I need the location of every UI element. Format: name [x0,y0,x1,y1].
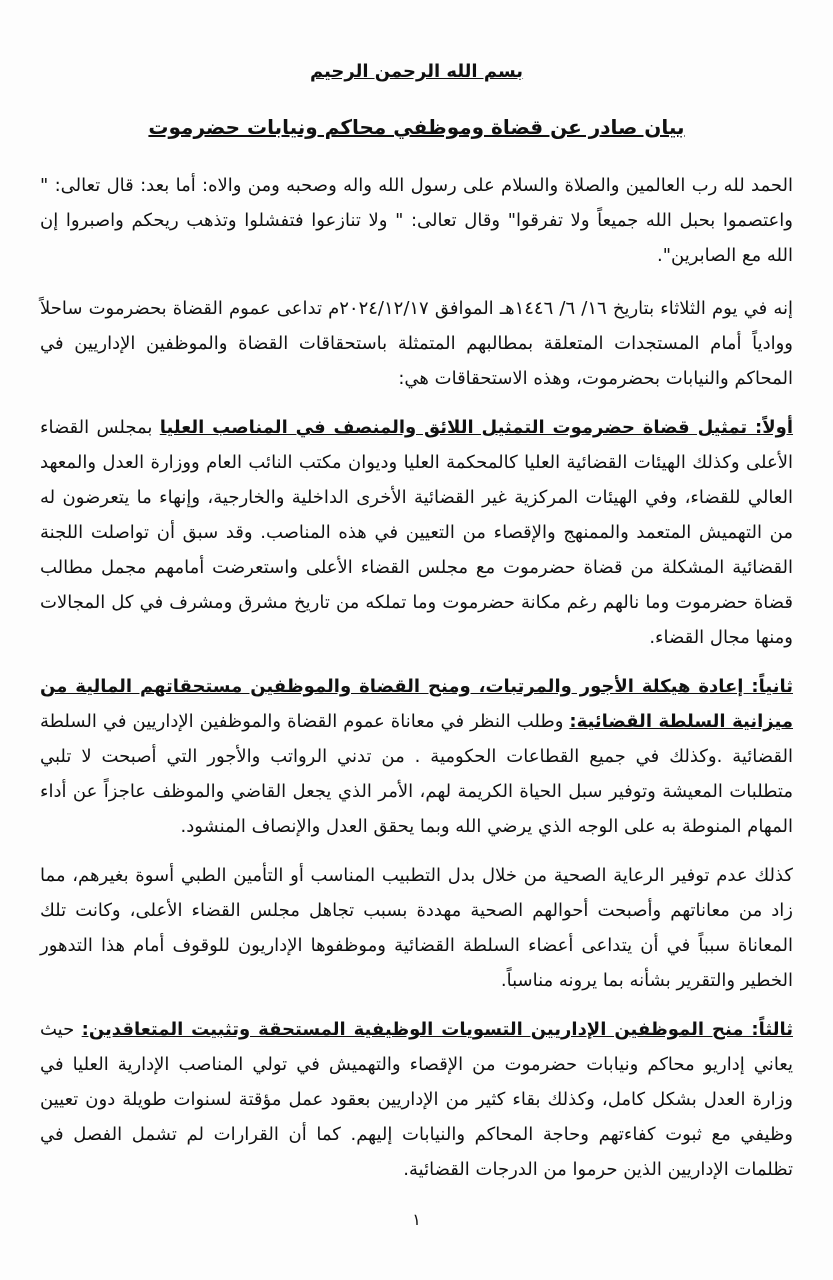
section-2-extra-paragraph: كذلك عدم توفير الرعاية الصحية من خلال بدل التطبيب المناسب أو التأمين الطبي أسوة بغيرهم، مما زاد من معاناتهم وأصبحت أحوالهم الصحية مهددة بسبب تجاهل مجلس القضاء الأعلى، وكانت تلك المعاناة سبباً في أن يتداعى أعضاء السلطة القضائية وموظفوها الإداريون للوقوف أمام هذا التدهور الخطير والتقرير بشأنه بما يرونه مناسباً. [40,865,793,991]
section-1-paragraph [40,410,793,655]
section-3-heading: ثالثاً: منح الموظفين الإداريين التسويات الوظيفية المستحقة وتثبيت المتعاقدين: [81,1019,793,1040]
section-1-body: بمجلس القضاء الأعلى وكذلك الهيئات القضائية العليا كالمحكمة العليا وديوان مكتب النائب العام ووزارة العدل والمعهد العالي للقضاء، وفي الهيئات المركزية غير القضائية الأخرى الداخلية والخارجية، وإنهاء ما يتعرضون له من التهميش المتعمد والممنهج والإقصاء من التعيين في هذه المناصب. وقد سبق أن تواصلت اللجنة القضائية المشكلة من قضاة حضرموت مع مجلس القضاء الأعلى واستعرضت أمامهم مجمل مطالب قضاة حضرموت وما نالهم رغم مكانة حضرموت وما تملكه من تاريخ مشرق ومشرف في كل المجالات ومنها مجال القضاء. [40,417,793,648]
page-number: ١ [412,1210,421,1229]
intro-paragraph: الحمد لله رب العالمين والصلاة والسلام على رسول الله واله وصحبه ومن والاه: أما بعد: قال تعالى: " واعتصموا بحبل الله جميعاً ولا تفرقوا" وقال تعالى: " ولا تنازعوا فتفشلوا وتذهب ريحكم واصبروا إن الله مع الصابرين". [40,175,793,266]
document-title: بيان صادر عن قضاة وموظفي محاكم ونيابات حضرموت [148,115,685,139]
section-2-heading: ثانياً: إعادة هيكلة الأجور والمرتبات، ومنح القضاة والموظفين مستحقاتهم المالية من ميزانية السلطة القضائية: [40,676,794,732]
section-1-heading: أولاً: تمثيل قضاة حضرموت التمثيل اللائق والمنصف في المناصب العليا [159,417,793,438]
section-3-paragraph [40,1012,793,1187]
section-2-paragraph [40,669,793,844]
date-paragraph: إنه في يوم الثلاثاء بتاريخ ١٦/ ٦/ ١٤٤٦هـ الموافق ٢٠٢٤/١٢/١٧م تداعى عموم القضاة بحضرموت ساحلاً ووادياً أمام المستجدات المتعلقة بمطالبهم المتمثلة باستحقاقات القضاة والموظفين الإداريين في المحاكم والنيابات بحضرموت، وهذه الاستحقاقات هي: [40,298,793,389]
section-3-body: حيث يعاني إداريو محاكم ونيابات حضرموت من الإقصاء والتهميش في تولي المناصب الإدارية العليا في وزارة العدل بشكل كامل، وكذلك بقاء كثير من الإداريين بعقود عمل مؤقتة لسنوات طويلة دون تعيين وظيفي مع ثبوت كفاءتهم وحاجة المحاكم والنيابات إليهم. كما أن القرارات لم تشمل الفصل في تظلمات الإداريين الذين حرموا من الدرجات القضائية. [40,1019,793,1180]
basmala-heading: بسم الله الرحمن الرحيم [309,61,524,82]
section-2-body: وطلب النظر في معاناة عموم القضاة والموظفين الإداريين في السلطة القضائية .وكذلك في جميع القطاعات الحكومية . من تدني الرواتب والأجور التي أصبحت لا تلبي متطلبات المعيشة وتوفير سبل الحياة الكريمة لهم، الأمر الذي يجعل القاضي والموظف عاجزاً عن أداء المهام المنوطة به على الوجه الذي يرضي الله وبما يحقق العدل والإنصاف المنشود. [40,711,793,837]
